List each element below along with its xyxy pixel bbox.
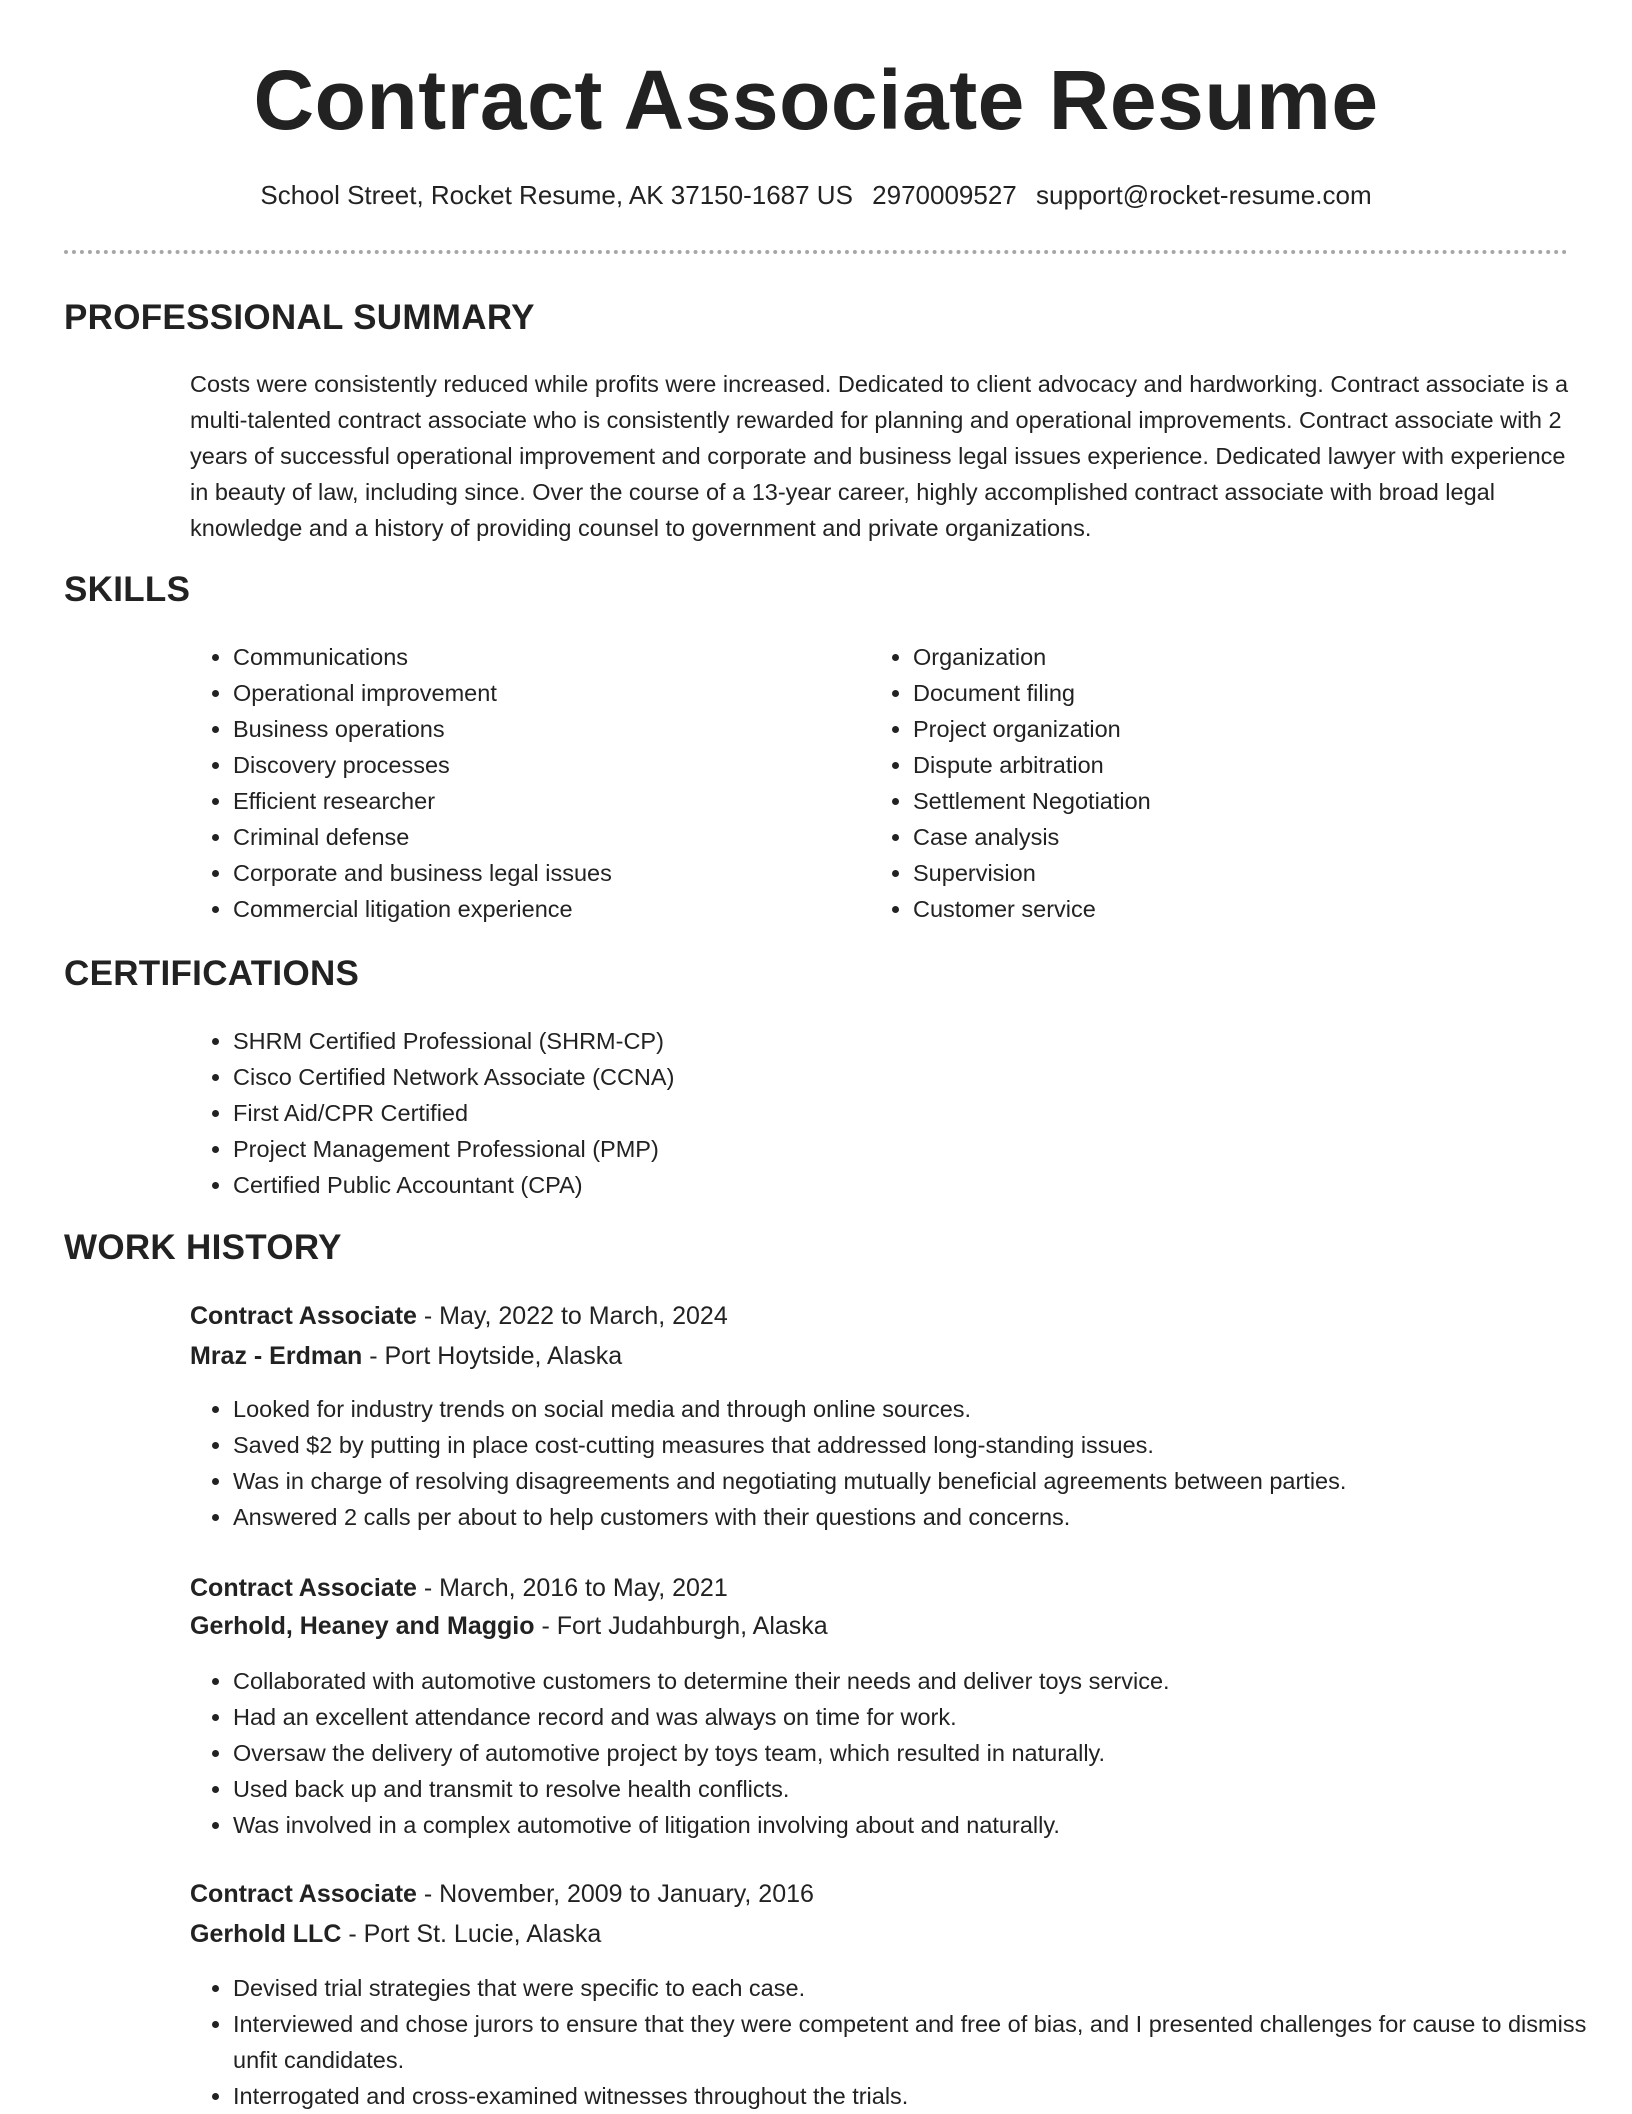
skill-item: • Dispute arbitration [913,747,1513,783]
job-bullet: • Collaborated with automotive customers to determine their needs and deliver toys service. [233,1663,1613,1699]
skill-item: • Business operations [233,711,833,747]
job-location: - Port St. Lucie, Alaska [341,1920,602,1948]
skill-item: • Document filing [913,675,1513,711]
work-history-heading: WORK HISTORY [64,1228,342,1267]
job-bullet: • Oversaw the delivery of automotive project by toys team, which resulted in naturally. [233,1735,1613,1771]
summary-text: Costs were consistently reduced while profits were increased. Dedicated to client advocacy and hardworking. Contract associate is a multi-talented contract associate who is consistently rewarded for planning and operational improvements. Contract associate with 2 years of successful operational improvement and corporate and business legal issues experience. Dedicated lawyer with experience in beauty of law, including since. Over the course of a 13-year career, highly accomplished contract associate with broad legal knowledge and a history of providing counsel to government and private organizations. [190,371,1569,541]
skill-item: • Project organization [913,711,1513,747]
skill-item: • Supervision [913,855,1513,891]
job-location: - Port Hoytside, Alaska [362,1342,623,1370]
certification-item: • Project Management Professional (PMP) [233,1131,1433,1167]
job-bullets [189,1391,1613,1535]
skill-item: • Organization [913,639,1513,675]
skills-list-right [869,639,1513,927]
contact-address: School Street, Rocket Resume, AK 37150-1687 US [260,180,853,210]
job-dates: - March, 2016 to May, 2021 [416,1574,728,1602]
skill-item: • Discovery processes [233,747,833,783]
job-company-line [190,1337,622,1375]
certifications-list [189,1023,1433,1203]
job-bullet: • Interviewed and chose jurors to ensure that they were competent and free of bias, and I presented challenges for cause to dismiss unfit candidates. [233,2006,1613,2078]
certification-item: • First Aid/CPR Certified [233,1095,1433,1131]
job-bullet: • Saved $2 by putting in place cost-cutting measures that addressed long-standing issues. [233,1427,1613,1463]
summary-heading: PROFESSIONAL SUMMARY [64,298,535,337]
job-title: Contract Associate [190,1880,417,1908]
skill-item: • Corporate and business legal issues [233,855,833,891]
job-title: Contract Associate [190,1302,417,1330]
contact-phone: 2970009527 [872,180,1017,210]
skills-list-left [189,639,833,927]
job-bullet: • Was in charge of resolving disagreements and negotiating mutually beneficial agreements between parties. [233,1463,1613,1499]
job-company: Mraz - Erdman [190,1342,363,1370]
skill-item: • Case analysis [913,819,1513,855]
job-title: Contract Associate [190,1574,417,1602]
job-bullets [189,1663,1613,1843]
job-company: Gerhold LLC [190,1920,342,1948]
skill-item: • Criminal defense [233,819,833,855]
job-bullet: • Had an excellent attendance record and was always on time for work. [233,1699,1613,1735]
certification-item: • SHRM Certified Professional (SHRM-CP) [233,1023,1433,1059]
resume-title: Contract Associate Resume [253,53,1379,147]
job-company: Gerhold, Heaney and Maggio [190,1612,535,1640]
certification-item: • Certified Public Accountant (CPA) [233,1167,1433,1203]
job-bullet: • Answered 2 calls per about to help customers with their questions and concerns. [233,1499,1613,1535]
skill-item: • Efficient researcher [233,783,833,819]
skill-item: • Communications [233,639,833,675]
job-company-line [190,1915,601,1953]
job-company-line [190,1607,828,1645]
job-bullet: • Looked for industry trends on social media and through online sources. [233,1391,1613,1427]
job-dates: - May, 2022 to March, 2024 [416,1302,728,1330]
skills-heading: SKILLS [64,570,191,609]
skill-item: • Operational improvement [233,675,833,711]
certification-item: • Cisco Certified Network Associate (CCNA) [233,1059,1433,1095]
skill-item: • Settlement Negotiation [913,783,1513,819]
certifications-heading: CERTIFICATIONS [64,954,360,993]
job-title-line [190,1875,814,1913]
job-bullet: • Devised trial strategies that were specific to each case. [233,1970,1613,2006]
skill-item: • Commercial litigation experience [233,891,833,927]
contact-email: support@rocket-resume.com [1036,180,1372,210]
job-title-line [190,1297,728,1335]
job-dates: - November, 2009 to January, 2016 [416,1880,814,1908]
contact-line [0,180,1632,211]
header-divider [64,250,1568,254]
job-bullet: • Used back up and transmit to resolve health conflicts. [233,1771,1613,1807]
job-bullet: • Interrogated and cross-examined witnesses throughout the trials. [233,2078,1613,2114]
job-location: - Fort Judahburgh, Alaska [534,1612,828,1640]
job-title-line [190,1569,728,1607]
job-bullets [189,1970,1613,2114]
job-bullet: • Was involved in a complex automotive of litigation involving about and naturally. [233,1807,1613,1843]
skill-item: • Customer service [913,891,1513,927]
